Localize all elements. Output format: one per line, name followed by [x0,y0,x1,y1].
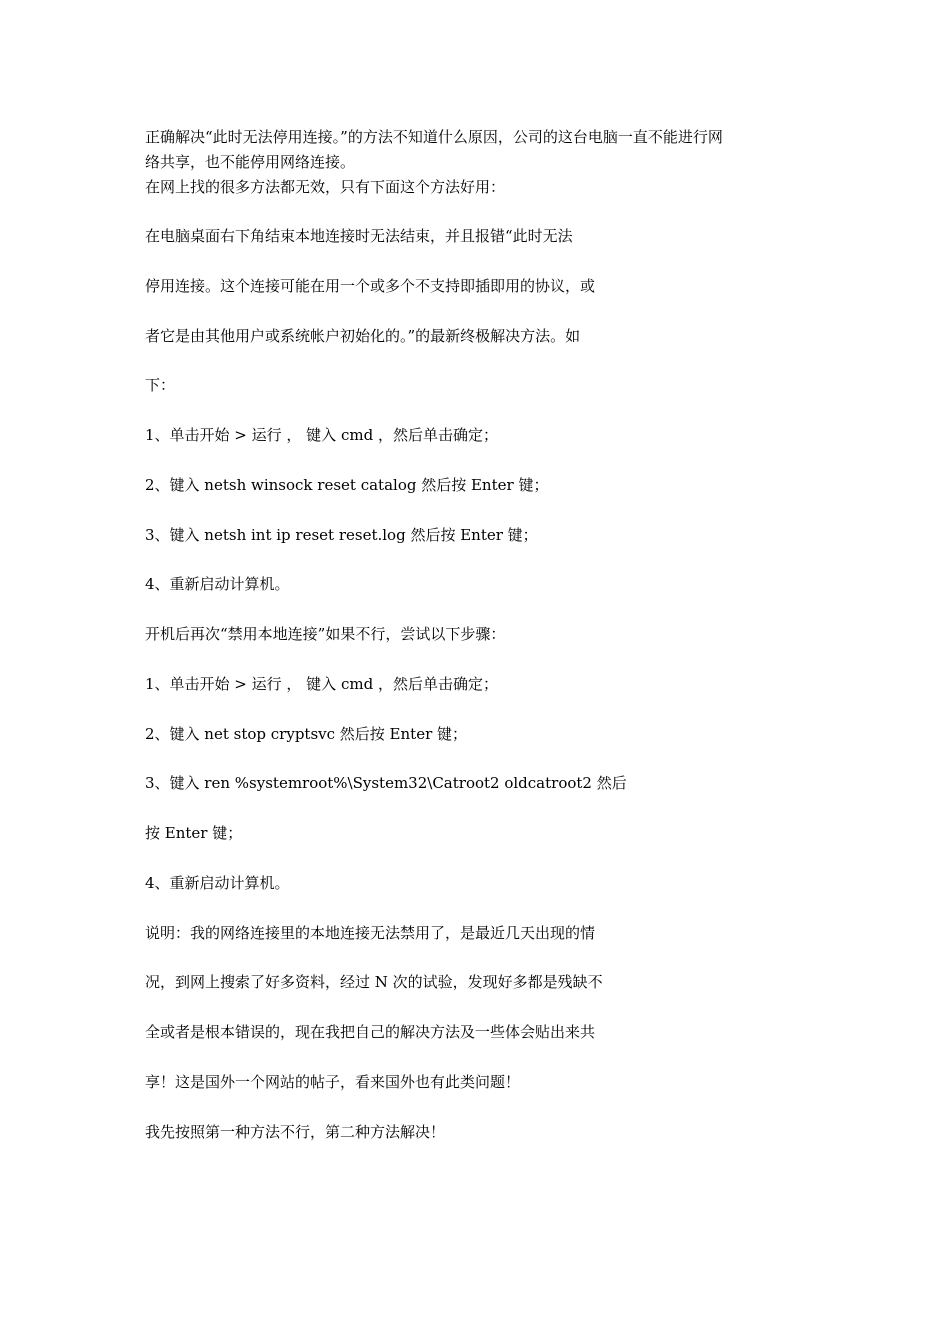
text-line: 我先按照第一种方法不行，第二种方法解决！ [145,1123,446,1141]
text-line: 4、重新启动计算机。 [145,874,290,892]
text-line: 在电脑桌面右下角结束本地连接时无法结束，并且报错“此时无法 [145,227,573,245]
text-line: 3、键入 ren %systemroot%\System32\Catroot2 oldcatroot2 然后 [145,774,627,792]
text-line: 享！这是国外一个网站的帖子，看来国外也有此类问题！ [145,1073,521,1091]
text-line: 1、单击开始 > 运行 ， 键入 cmd ，然后单击确定； [145,675,498,693]
text-line: 况，到网上搜索了好多资料，经过 N 次的试验，发现好多都是残缺不 [145,973,603,991]
text-line: 说明：我的网络连接里的本地连接无法禁用了，是最近几天出现的情 [145,924,596,942]
text-line: 在网上找的很多方法都无效，只有下面这个方法好用： [145,178,506,196]
text-line: 3、键入 netsh int ip reset reset.log 然后按 Enter 键； [145,526,538,544]
text-line: 络共享，也不能停用网络连接。 [145,153,356,171]
text-line: 下： [145,376,176,394]
text-line: 4、重新启动计算机。 [145,575,290,593]
text-line: 开机后再次“禁用本地连接”如果不行，尝试以下步骤： [145,625,506,643]
text-line: 2、键入 net stop cryptsvc 然后按 Enter 键； [145,725,468,743]
text-line: 按 Enter 键； [145,824,243,842]
text-line: 者它是由其他用户或系统帐户初始化的。”的最新终极解决方法。如 [145,327,581,345]
text-line: 2、键入 netsh winsock reset catalog 然后按 Enter 键； [145,476,549,494]
text-line: 正确解决“此时无法停用连接。”的方法不知道什么原因，公司的这台电脑一直不能进行网 [145,128,723,146]
text-line: 1、单击开始 > 运行 ， 键入 cmd ，然后单击确定； [145,426,498,444]
text-line: 停用连接。这个连接可能在用一个或多个不支持即插即用的协议，或 [145,277,596,295]
text-line: 全或者是根本错误的，现在我把自己的解决方法及一些体会贴出来共 [145,1023,596,1041]
